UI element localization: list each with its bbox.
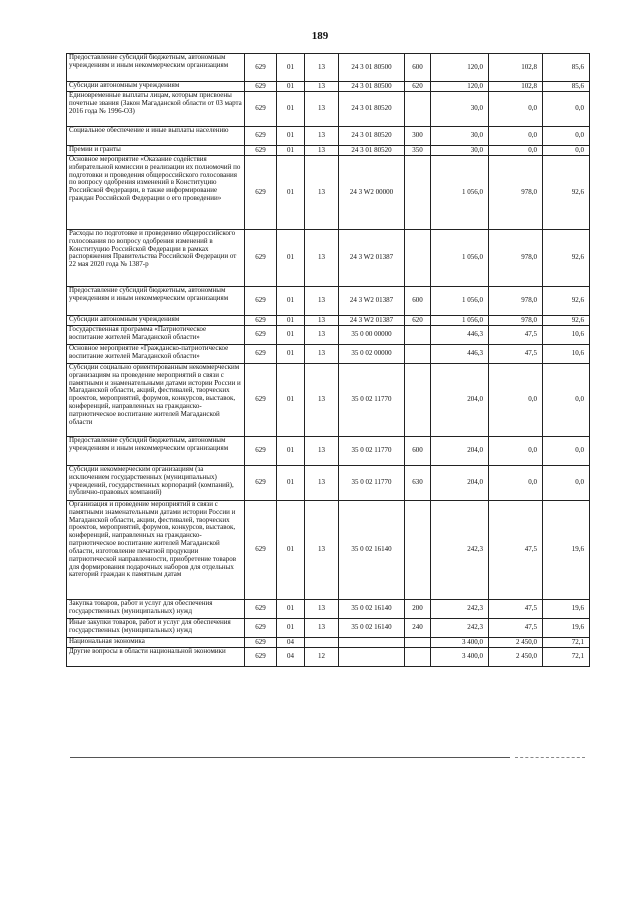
cell-plan: 242,3 <box>431 600 489 619</box>
cell-vr <box>405 156 431 230</box>
cell-rz: 01 <box>277 619 305 638</box>
table-row <box>67 146 590 156</box>
cell-name: Субсидии автономным учреждениям <box>67 316 245 326</box>
cell-pr: 13 <box>305 326 339 345</box>
cell-ved: 629 <box>245 437 277 466</box>
table-row <box>67 316 590 326</box>
cell-ved: 629 <box>245 600 277 619</box>
cell-pr: 13 <box>305 466 339 501</box>
cell-csr: 35 0 02 11770 <box>339 466 405 501</box>
cell-pct: 10,6 <box>543 345 590 364</box>
cell-fact: 47,5 <box>489 501 543 600</box>
cell-vr: 350 <box>405 146 431 156</box>
cell-name: Субсидии социально ориентированным некоммерческим организациям на проведение мероприятий в связи с памятными и знаменательными датами истории России и Магаданской области, акций, фестивалей, творческих проектов, мероприятий, форумов, конкурсов, выставок, конференций, направленных на гражданско-патриотическое воспитание жителей Магаданской области <box>67 364 245 437</box>
cell-fact: 47,5 <box>489 326 543 345</box>
cell-fact: 0,0 <box>489 146 543 156</box>
budget-table <box>66 53 590 667</box>
cell-vr: 240 <box>405 619 431 638</box>
cell-ved: 629 <box>245 619 277 638</box>
cell-vr <box>405 92 431 127</box>
cell-vr: 600 <box>405 437 431 466</box>
cell-pct: 92,6 <box>543 156 590 230</box>
cell-plan: 30,0 <box>431 146 489 156</box>
cell-csr: 24 3 W2 01387 <box>339 287 405 316</box>
cell-plan: 242,3 <box>431 619 489 638</box>
table-row <box>67 364 590 437</box>
cell-rz: 01 <box>277 82 305 92</box>
table-row <box>67 345 590 364</box>
cell-csr <box>339 638 405 648</box>
cell-csr: 35 0 02 16140 <box>339 619 405 638</box>
cell-plan: 1 056,0 <box>431 156 489 230</box>
cell-ved: 629 <box>245 146 277 156</box>
cell-name: Субсидии некоммерческим организациям (за исключением государственных (муниципальных) учреждений, государственных корпораций (компаний), публично-правовых компаний) <box>67 466 245 501</box>
cell-vr: 620 <box>405 82 431 92</box>
cell-pr <box>305 638 339 648</box>
cell-fact: 47,5 <box>489 600 543 619</box>
cell-pr: 13 <box>305 54 339 82</box>
cell-rz: 01 <box>277 600 305 619</box>
cell-pct: 92,6 <box>543 316 590 326</box>
table-row <box>67 127 590 146</box>
table-row <box>67 287 590 316</box>
cell-rz: 01 <box>277 316 305 326</box>
cell-csr: 24 3 01 80520 <box>339 127 405 146</box>
cell-csr: 24 3 01 80520 <box>339 92 405 127</box>
cell-pr: 13 <box>305 287 339 316</box>
cell-rz: 01 <box>277 287 305 316</box>
cell-ved: 629 <box>245 326 277 345</box>
cell-rz: 01 <box>277 127 305 146</box>
cell-ved: 629 <box>245 287 277 316</box>
cell-ved: 629 <box>245 54 277 82</box>
cell-vr: 600 <box>405 54 431 82</box>
table-row <box>67 82 590 92</box>
cell-fact: 102,8 <box>489 54 543 82</box>
cell-pr: 13 <box>305 146 339 156</box>
cell-rz: 01 <box>277 326 305 345</box>
table-body <box>67 54 590 667</box>
page-number: 189 <box>311 30 329 42</box>
cell-fact: 47,5 <box>489 619 543 638</box>
cell-plan: 446,3 <box>431 345 489 364</box>
cell-pr: 13 <box>305 619 339 638</box>
cell-name: Национальная экономика <box>67 638 245 648</box>
cell-pct: 10,6 <box>543 326 590 345</box>
cell-fact: 978,0 <box>489 287 543 316</box>
cell-pr: 13 <box>305 600 339 619</box>
cell-name: Другие вопросы в области национальной экономики <box>67 648 245 667</box>
cell-vr: 300 <box>405 127 431 146</box>
footer-rule-dashed <box>515 757 585 758</box>
cell-fact: 0,0 <box>489 92 543 127</box>
cell-vr <box>405 326 431 345</box>
cell-rz: 04 <box>277 638 305 648</box>
cell-csr: 24 3 01 80520 <box>339 146 405 156</box>
cell-pr: 13 <box>305 92 339 127</box>
cell-csr: 35 0 02 16140 <box>339 501 405 600</box>
cell-name: Государственная программа «Патриотическое воспитание жителей Магаданской области» <box>67 326 245 345</box>
cell-vr <box>405 638 431 648</box>
cell-fact: 0,0 <box>489 466 543 501</box>
cell-pr: 13 <box>305 501 339 600</box>
table-row <box>67 619 590 638</box>
table-row <box>67 326 590 345</box>
cell-name: Иные закупки товаров, работ и услуг для обеспечения государственных (муниципальных) нужд <box>67 619 245 638</box>
cell-ved: 629 <box>245 82 277 92</box>
cell-ved: 629 <box>245 127 277 146</box>
cell-fact: 978,0 <box>489 316 543 326</box>
cell-pct: 19,6 <box>543 501 590 600</box>
cell-plan: 1 056,0 <box>431 230 489 287</box>
cell-ved: 629 <box>245 638 277 648</box>
cell-vr <box>405 364 431 437</box>
cell-pr: 13 <box>305 316 339 326</box>
cell-fact: 978,0 <box>489 230 543 287</box>
cell-fact: 2 450,0 <box>489 638 543 648</box>
cell-pct: 19,6 <box>543 600 590 619</box>
table-row <box>67 156 590 230</box>
cell-pct: 0,0 <box>543 146 590 156</box>
cell-vr <box>405 345 431 364</box>
cell-rz: 01 <box>277 501 305 600</box>
table-row <box>67 437 590 466</box>
cell-csr: 24 3 W2 01387 <box>339 230 405 287</box>
cell-pct: 0,0 <box>543 364 590 437</box>
cell-pct: 0,0 <box>543 437 590 466</box>
cell-name: Премии и гранты <box>67 146 245 156</box>
cell-rz: 01 <box>277 92 305 127</box>
cell-csr: 35 0 02 16140 <box>339 600 405 619</box>
cell-pct: 85,6 <box>543 82 590 92</box>
cell-plan: 3 400,0 <box>431 648 489 667</box>
table-row <box>67 501 590 600</box>
cell-fact: 102,8 <box>489 82 543 92</box>
cell-ved: 629 <box>245 648 277 667</box>
cell-plan: 204,0 <box>431 466 489 501</box>
cell-plan: 242,3 <box>431 501 489 600</box>
cell-pct: 0,0 <box>543 127 590 146</box>
cell-name: Предоставление субсидий бюджетным, автономным учреждениям и иным некоммерческим организациям <box>67 437 245 466</box>
cell-pct: 85,6 <box>543 54 590 82</box>
cell-csr <box>339 648 405 667</box>
cell-plan: 204,0 <box>431 364 489 437</box>
cell-ved: 629 <box>245 156 277 230</box>
cell-pr: 13 <box>305 364 339 437</box>
cell-rz: 01 <box>277 146 305 156</box>
cell-rz: 01 <box>277 230 305 287</box>
cell-csr: 35 0 02 11770 <box>339 364 405 437</box>
cell-name: Социальное обеспечение и иные выплаты населению <box>67 127 245 146</box>
cell-vr: 600 <box>405 287 431 316</box>
table-row <box>67 648 590 667</box>
cell-plan: 30,0 <box>431 127 489 146</box>
cell-pct: 92,6 <box>543 230 590 287</box>
cell-ved: 629 <box>245 466 277 501</box>
table-row <box>67 230 590 287</box>
cell-pct: 72,1 <box>543 638 590 648</box>
cell-vr <box>405 230 431 287</box>
cell-fact: 2 450,0 <box>489 648 543 667</box>
cell-pct: 72,1 <box>543 648 590 667</box>
cell-csr: 24 3 W2 00000 <box>339 156 405 230</box>
cell-plan: 204,0 <box>431 437 489 466</box>
cell-fact: 978,0 <box>489 156 543 230</box>
cell-vr <box>405 648 431 667</box>
cell-rz: 01 <box>277 54 305 82</box>
cell-plan: 1 056,0 <box>431 316 489 326</box>
cell-plan: 1 056,0 <box>431 287 489 316</box>
cell-vr: 620 <box>405 316 431 326</box>
cell-rz: 01 <box>277 364 305 437</box>
cell-ved: 629 <box>245 501 277 600</box>
cell-pct: 19,6 <box>543 619 590 638</box>
cell-name: Предоставление субсидий бюджетным, автономным учреждениям и иным некоммерческим организациям <box>67 287 245 316</box>
cell-name: Организация и проведение мероприятий в связи с памятными знаменательными датами истории России и Магаданской области, акции, фестивалей, творческих проектов, мероприятий, форумов, конкурсов, выставок, конференций, направленных на гражданско-патриотическое воспитание жителей Магаданской области, изготовление печатной продукции патриотической направленности, приобретение товаров для формирования подарочных наборов для отдельных категорий граждан к памятным датам <box>67 501 245 600</box>
cell-plan: 446,3 <box>431 326 489 345</box>
cell-pr: 12 <box>305 648 339 667</box>
cell-vr: 200 <box>405 600 431 619</box>
cell-plan: 120,0 <box>431 54 489 82</box>
cell-ved: 629 <box>245 316 277 326</box>
cell-ved: 629 <box>245 364 277 437</box>
cell-fact: 0,0 <box>489 127 543 146</box>
cell-csr: 24 3 W2 01387 <box>339 316 405 326</box>
table-row <box>67 600 590 619</box>
cell-rz: 01 <box>277 345 305 364</box>
table-row <box>67 92 590 127</box>
cell-rz: 01 <box>277 437 305 466</box>
cell-name: Единовременные выплаты лицам, которым присвоены почетные звания (Закон Магаданской области от 03 марта 2016 года № 1996-ОЗ) <box>67 92 245 127</box>
cell-pr: 13 <box>305 156 339 230</box>
cell-name: Основное мероприятие «Оказание содействия избирательной комиссии в реализации их полномочий по подготовки и проведения общероссийского голосования по вопросу одобрения изменений в Конституцию Российской Федерации, в также информирование граждан Российской Федерации о его проведении» <box>67 156 245 230</box>
cell-fact: 0,0 <box>489 437 543 466</box>
cell-plan: 3 400,0 <box>431 638 489 648</box>
cell-fact: 47,5 <box>489 345 543 364</box>
cell-csr: 35 0 00 00000 <box>339 326 405 345</box>
cell-csr: 24 3 01 80500 <box>339 82 405 92</box>
cell-pct: 92,6 <box>543 287 590 316</box>
cell-csr: 24 3 01 80500 <box>339 54 405 82</box>
cell-fact: 0,0 <box>489 364 543 437</box>
cell-rz: 01 <box>277 156 305 230</box>
cell-ved: 629 <box>245 92 277 127</box>
cell-rz: 04 <box>277 648 305 667</box>
cell-pr: 13 <box>305 437 339 466</box>
cell-vr <box>405 501 431 600</box>
cell-rz: 01 <box>277 466 305 501</box>
cell-pr: 13 <box>305 230 339 287</box>
cell-ved: 629 <box>245 345 277 364</box>
cell-name: Основное мероприятие «Гражданско-патриотическое воспитание жителей Магаданской области» <box>67 345 245 364</box>
cell-pr: 13 <box>305 127 339 146</box>
cell-pr: 13 <box>305 345 339 364</box>
cell-pr: 13 <box>305 82 339 92</box>
cell-pct: 0,0 <box>543 92 590 127</box>
table-row <box>67 54 590 82</box>
table-row <box>67 466 590 501</box>
cell-name: Субсидии автономным учреждениям <box>67 82 245 92</box>
cell-plan: 120,0 <box>431 82 489 92</box>
cell-csr: 35 0 02 00000 <box>339 345 405 364</box>
cell-name: Расходы по подготовке и проведению общероссийского голосования по вопросу одобрения изменений в Конституцию Российской Федерации в рамках распоряжения Правительства Российской Федерации от 22 мая 2020 года № 1387-р <box>67 230 245 287</box>
table-row <box>67 638 590 648</box>
cell-pct: 0,0 <box>543 466 590 501</box>
cell-csr: 35 0 02 11770 <box>339 437 405 466</box>
footer-rule <box>70 757 510 758</box>
cell-name: Предоставление субсидий бюджетным, автономным учреждениям и иным некоммерческим организациям <box>67 54 245 82</box>
cell-name: Закупка товаров, работ и услуг для обеспечения государственных (муниципальных) нужд <box>67 600 245 619</box>
cell-plan: 30,0 <box>431 92 489 127</box>
cell-vr: 630 <box>405 466 431 501</box>
cell-ved: 629 <box>245 230 277 287</box>
